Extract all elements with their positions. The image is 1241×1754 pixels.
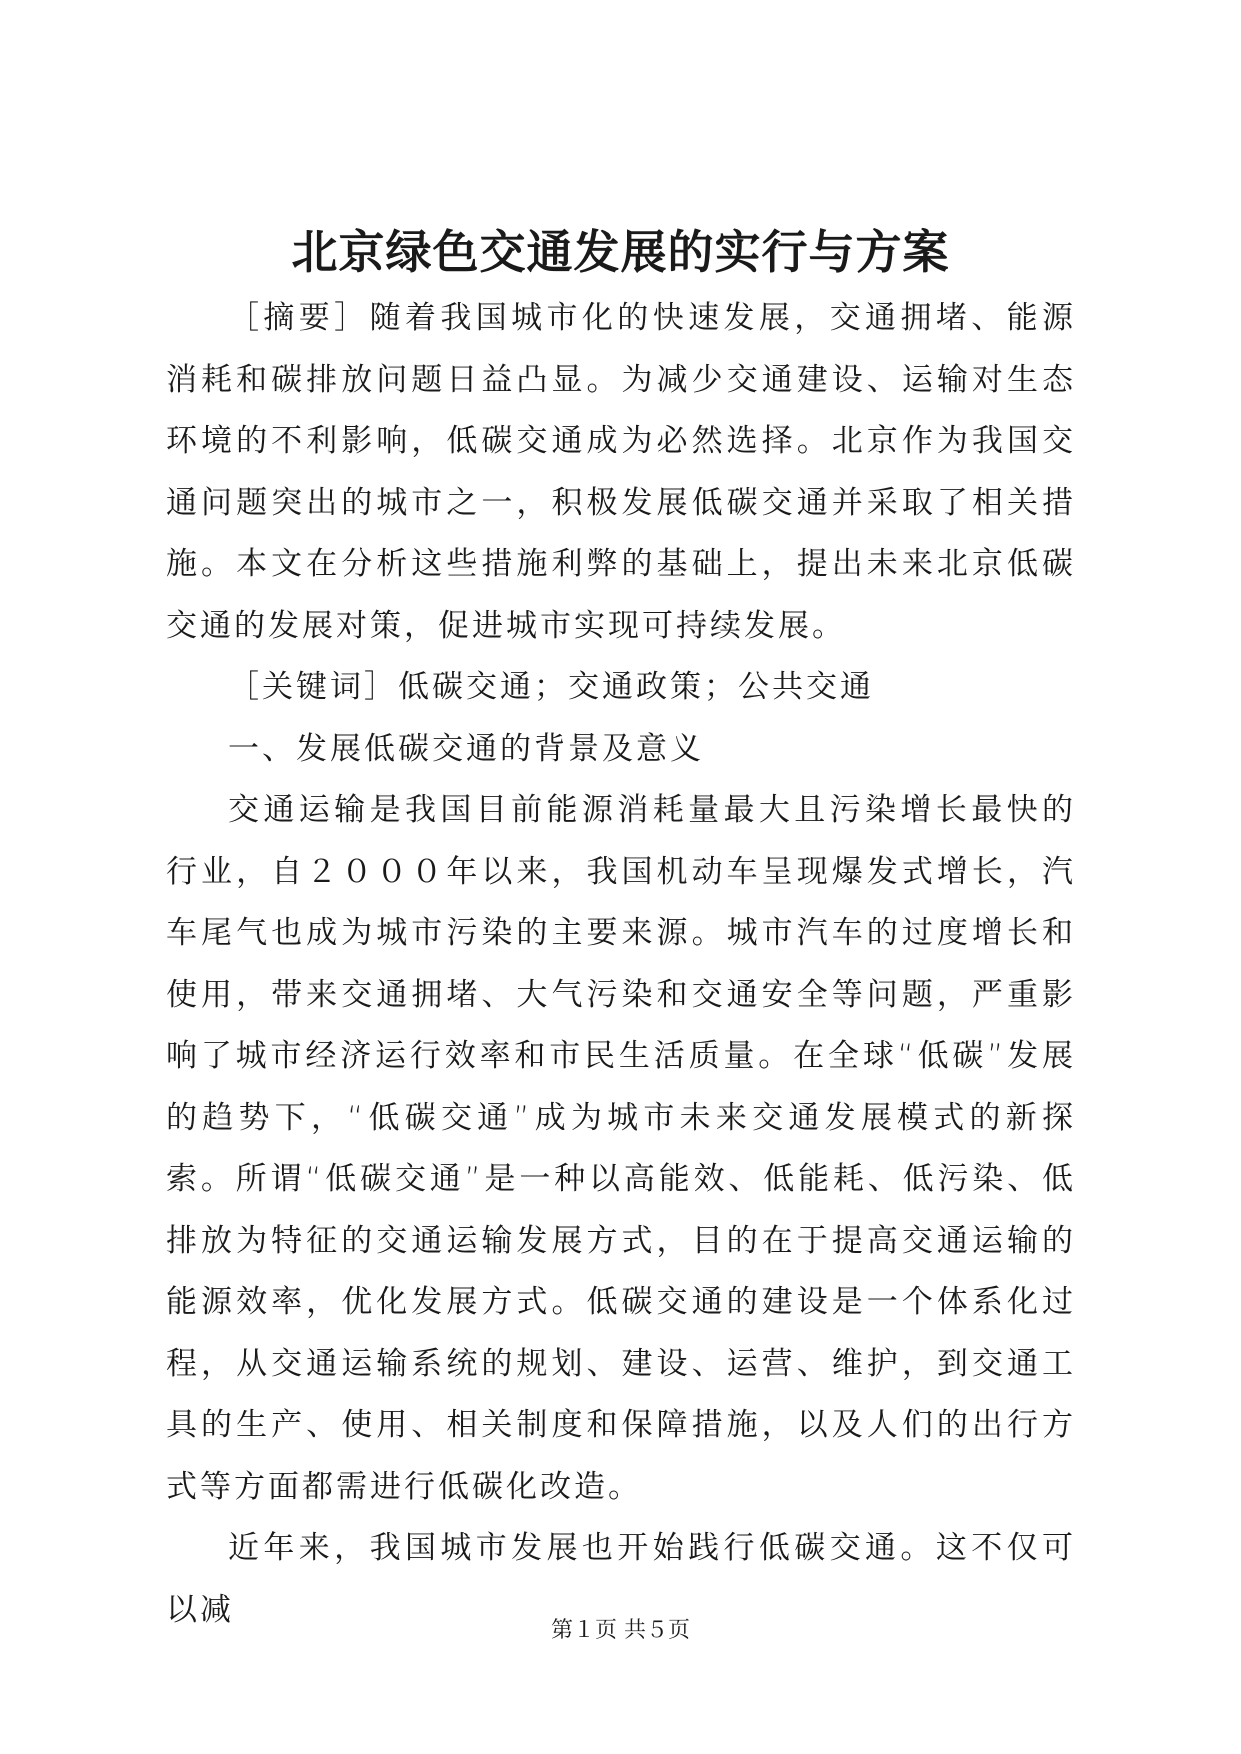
document-body <box>166 288 1076 1641</box>
page-footer: 第１页 共５页 <box>551 1618 690 1643</box>
keywords-paragraph: ［关键词］低碳交通；交通政策；公共交通 <box>228 669 874 705</box>
section-heading: 一、发展低碳交通的背景及意义 <box>228 730 704 767</box>
body-paragraph: 交通运输是我国目前能源消耗量最大且污染增长最快的行业，自２０００年以来，我国机动车呈现爆发式增长，汽车尾气也成为城市污染的主要来源。城市汽车的过度增长和使用，带来交通拥堵、大气污染和交通安全等问题，严重影响了城市经济运行效率和市民生活质量。在全球“低碳”发展的趋势下，“低碳交通”成为城市未来交通发展模式的新探索。所谓“低碳交通”是一种以高能效、低能耗、低污染、低排放为特征的交通运输发展方式，目的在于提高交通运输的能源效率，优化发展方式。低碳交通的建设是一个体系化过程，从交通运输系统的规划、建设、运营、维护，到交通工具的生产、使用、相关制度和保障措施，以及人们的出行方式等方面都需进行低碳化改造。 <box>166 792 1076 1505</box>
abstract-paragraph: ［摘要］随着我国城市化的快速发展，交通拥堵、能源消耗和碳排放问题日益凸显。为减少交通建设、运输对生态环境的不利影响，低碳交通成为必然选择。北京作为我国交通问题突出的城市之一，积极发展低碳交通并采取了相关措施。本文在分析这些措施利弊的基础上，提出未来北京低碳交通的发展对策，促进城市实现可持续发展。 <box>166 300 1076 644</box>
document-title: 北京绿色交通发展的实行与方案 <box>291 225 950 279</box>
body-paragraph: 近年来，我国城市发展也开始践行低碳交通。这不仅可以减 <box>166 1530 1076 1628</box>
